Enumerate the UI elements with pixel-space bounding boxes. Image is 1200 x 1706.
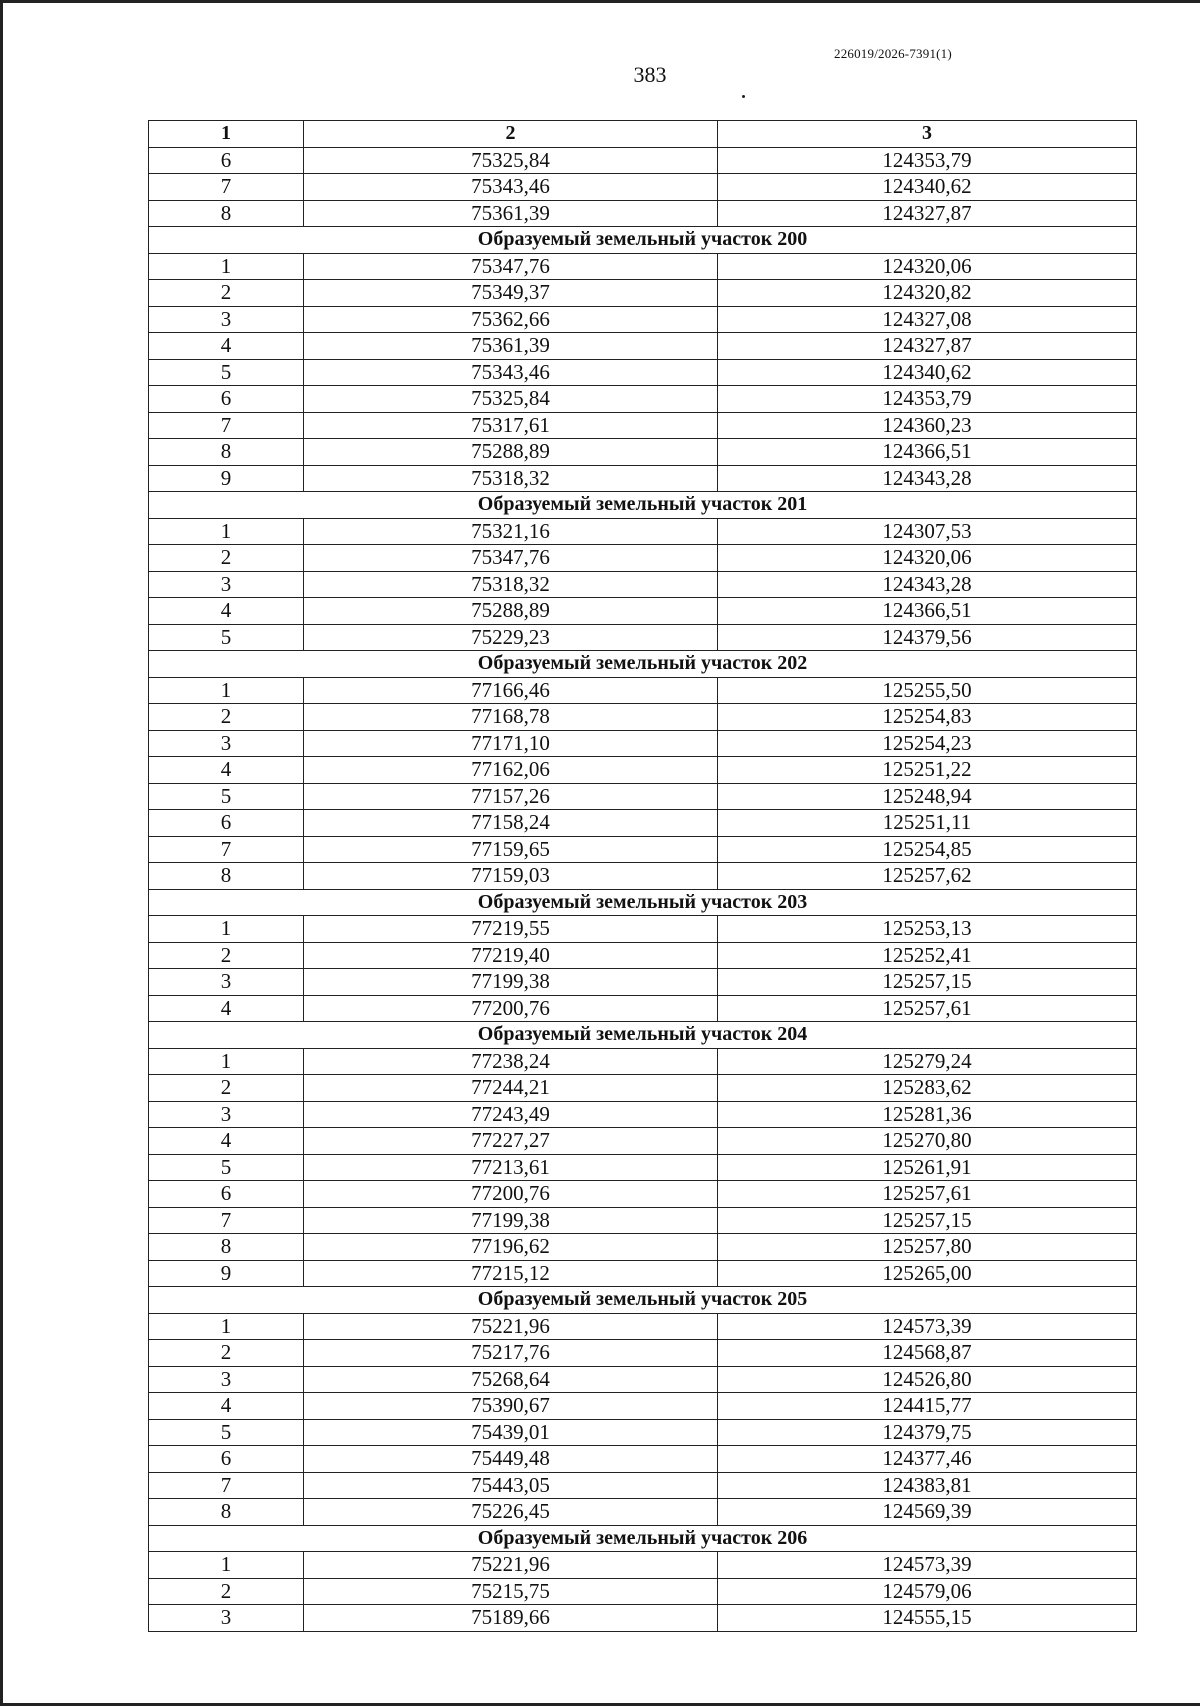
y-coordinate-cell: 125270,80 [718, 1128, 1137, 1155]
point-number-cell: 3 [149, 969, 304, 996]
y-coordinate-cell: 124415,77 [718, 1393, 1137, 1420]
y-coordinate-cell: 125281,36 [718, 1101, 1137, 1128]
y-coordinate-cell: 125261,91 [718, 1154, 1137, 1181]
point-number-cell: 5 [149, 1154, 304, 1181]
x-coordinate-cell: 75347,76 [304, 253, 718, 280]
table-row [149, 333, 1137, 360]
section-title: Образуемый земельный участок 203 [149, 889, 1137, 916]
table-row [149, 995, 1137, 1022]
section-title-row [149, 1287, 1137, 1314]
table-row [149, 1313, 1137, 1340]
point-number-cell: 2 [149, 704, 304, 731]
x-coordinate-cell: 75288,89 [304, 439, 718, 466]
x-coordinate-cell: 77159,03 [304, 863, 718, 890]
x-coordinate-cell: 77157,26 [304, 783, 718, 810]
table-row [149, 1366, 1137, 1393]
x-coordinate-cell: 75443,05 [304, 1472, 718, 1499]
point-number-cell: 6 [149, 386, 304, 413]
point-number-cell: 1 [149, 253, 304, 280]
x-coordinate-cell: 77244,21 [304, 1075, 718, 1102]
table-row [149, 810, 1137, 837]
point-number-cell: 2 [149, 545, 304, 572]
table-row [149, 1048, 1137, 1075]
point-number-cell: 5 [149, 1419, 304, 1446]
y-coordinate-cell: 124320,06 [718, 253, 1137, 280]
y-coordinate-cell: 124569,39 [718, 1499, 1137, 1526]
x-coordinate-cell: 75268,64 [304, 1366, 718, 1393]
point-number-cell: 7 [149, 1472, 304, 1499]
y-coordinate-cell: 125255,50 [718, 677, 1137, 704]
scan-speck [742, 95, 745, 98]
x-coordinate-cell: 77162,06 [304, 757, 718, 784]
point-number-cell: 3 [149, 306, 304, 333]
point-number-cell: 8 [149, 1499, 304, 1526]
x-coordinate-cell: 75343,46 [304, 359, 718, 386]
table-row [149, 1075, 1137, 1102]
y-coordinate-cell: 125257,61 [718, 995, 1137, 1022]
x-coordinate-cell: 77200,76 [304, 995, 718, 1022]
point-number-cell: 4 [149, 757, 304, 784]
x-coordinate-cell: 75215,75 [304, 1578, 718, 1605]
table-row [149, 280, 1137, 307]
x-coordinate-cell: 75317,61 [304, 412, 718, 439]
y-coordinate-cell: 125251,11 [718, 810, 1137, 837]
table-header-row [149, 121, 1137, 148]
section-title: Образуемый земельный участок 205 [149, 1287, 1137, 1314]
y-coordinate-cell: 124366,51 [718, 439, 1137, 466]
y-coordinate-cell: 125254,23 [718, 730, 1137, 757]
table-row [149, 359, 1137, 386]
point-number-cell: 4 [149, 995, 304, 1022]
table-row [149, 1578, 1137, 1605]
y-coordinate-cell: 125253,13 [718, 916, 1137, 943]
y-coordinate-cell: 124307,53 [718, 518, 1137, 545]
point-number-cell: 2 [149, 1075, 304, 1102]
y-coordinate-cell: 125254,85 [718, 836, 1137, 863]
y-coordinate-cell: 124379,75 [718, 1419, 1137, 1446]
x-coordinate-cell: 75449,48 [304, 1446, 718, 1473]
y-coordinate-cell: 125257,61 [718, 1181, 1137, 1208]
table-row [149, 677, 1137, 704]
point-number-cell: 5 [149, 624, 304, 651]
y-coordinate-cell: 124573,39 [718, 1552, 1137, 1579]
point-number-cell: 3 [149, 1605, 304, 1632]
section-title: Образуемый земельный участок 202 [149, 651, 1137, 678]
y-coordinate-cell: 124377,46 [718, 1446, 1137, 1473]
x-coordinate-cell: 75229,23 [304, 624, 718, 651]
section-title-row [149, 492, 1137, 519]
x-coordinate-cell: 77215,12 [304, 1260, 718, 1287]
point-number-cell: 3 [149, 730, 304, 757]
x-coordinate-cell: 75390,67 [304, 1393, 718, 1420]
table-row [149, 836, 1137, 863]
x-coordinate-cell: 77243,49 [304, 1101, 718, 1128]
point-number-cell: 7 [149, 412, 304, 439]
table-row [149, 1419, 1137, 1446]
x-coordinate-cell: 75221,96 [304, 1552, 718, 1579]
point-number-cell: 4 [149, 1393, 304, 1420]
table-row [149, 1260, 1137, 1287]
section-title: Образуемый земельный участок 200 [149, 227, 1137, 254]
x-coordinate-cell: 77159,65 [304, 836, 718, 863]
page-number: 383 [633, 62, 667, 87]
coordinates-table [148, 120, 1137, 1632]
table-row [149, 518, 1137, 545]
x-coordinate-cell: 75439,01 [304, 1419, 718, 1446]
table-row [149, 253, 1137, 280]
point-number-cell: 3 [149, 571, 304, 598]
table-row [149, 174, 1137, 201]
y-coordinate-cell: 125283,62 [718, 1075, 1137, 1102]
table-row [149, 1393, 1137, 1420]
table-row [149, 1605, 1137, 1632]
x-coordinate-cell: 77168,78 [304, 704, 718, 731]
point-number-cell: 3 [149, 1366, 304, 1393]
table-row [149, 1207, 1137, 1234]
y-coordinate-cell: 125251,22 [718, 757, 1137, 784]
point-number-cell: 4 [149, 333, 304, 360]
point-number-cell: 2 [149, 280, 304, 307]
x-coordinate-cell: 75347,76 [304, 545, 718, 572]
x-coordinate-cell: 77171,10 [304, 730, 718, 757]
column-header-x: 2 [304, 121, 718, 148]
point-number-cell: 6 [149, 810, 304, 837]
x-coordinate-cell: 75318,32 [304, 465, 718, 492]
table-row [149, 571, 1137, 598]
table-row [149, 465, 1137, 492]
point-number-cell: 4 [149, 1128, 304, 1155]
x-coordinate-cell: 77196,62 [304, 1234, 718, 1261]
point-number-cell: 6 [149, 1181, 304, 1208]
table-row [149, 386, 1137, 413]
y-coordinate-cell: 124555,15 [718, 1605, 1137, 1632]
point-number-cell: 6 [149, 147, 304, 174]
point-number-cell: 1 [149, 1552, 304, 1579]
y-coordinate-cell: 125252,41 [718, 942, 1137, 969]
x-coordinate-cell: 77166,46 [304, 677, 718, 704]
table-row [149, 969, 1137, 996]
y-coordinate-cell: 124379,56 [718, 624, 1137, 651]
y-coordinate-cell: 125265,00 [718, 1260, 1137, 1287]
section-title: Образуемый земельный участок 206 [149, 1525, 1137, 1552]
y-coordinate-cell: 124343,28 [718, 571, 1137, 598]
y-coordinate-cell: 124353,79 [718, 147, 1137, 174]
table-row [149, 1472, 1137, 1499]
point-number-cell: 9 [149, 1260, 304, 1287]
column-header-point: 1 [149, 121, 304, 148]
x-coordinate-cell: 77199,38 [304, 969, 718, 996]
point-number-cell: 2 [149, 1578, 304, 1605]
y-coordinate-cell: 124383,81 [718, 1472, 1137, 1499]
section-title-row [149, 1525, 1137, 1552]
y-coordinate-cell: 124327,08 [718, 306, 1137, 333]
table-row [149, 916, 1137, 943]
x-coordinate-cell: 75217,76 [304, 1340, 718, 1367]
x-coordinate-cell: 75189,66 [304, 1605, 718, 1632]
x-coordinate-cell: 75361,39 [304, 200, 718, 227]
table-row [149, 1340, 1137, 1367]
x-coordinate-cell: 75288,89 [304, 598, 718, 625]
x-coordinate-cell: 77227,27 [304, 1128, 718, 1155]
point-number-cell: 8 [149, 863, 304, 890]
y-coordinate-cell: 124320,82 [718, 280, 1137, 307]
point-number-cell: 8 [149, 1234, 304, 1261]
point-number-cell: 1 [149, 518, 304, 545]
point-number-cell: 1 [149, 677, 304, 704]
x-coordinate-cell: 77219,40 [304, 942, 718, 969]
x-coordinate-cell: 77199,38 [304, 1207, 718, 1234]
x-coordinate-cell: 75221,96 [304, 1313, 718, 1340]
table-row [149, 545, 1137, 572]
table-row [149, 1552, 1137, 1579]
y-coordinate-cell: 124327,87 [718, 200, 1137, 227]
point-number-cell: 7 [149, 836, 304, 863]
y-coordinate-cell: 124340,62 [718, 359, 1137, 386]
point-number-cell: 2 [149, 942, 304, 969]
table-row [149, 624, 1137, 651]
y-coordinate-cell: 124526,80 [718, 1366, 1137, 1393]
x-coordinate-cell: 75361,39 [304, 333, 718, 360]
table-row [149, 1499, 1137, 1526]
table-row [149, 1446, 1137, 1473]
table-row [149, 1128, 1137, 1155]
table-row [149, 1181, 1137, 1208]
y-coordinate-cell: 124568,87 [718, 1340, 1137, 1367]
column-header-y: 3 [718, 121, 1137, 148]
section-title: Образуемый земельный участок 201 [149, 492, 1137, 519]
x-coordinate-cell: 77158,24 [304, 810, 718, 837]
section-title: Образуемый земельный участок 204 [149, 1022, 1137, 1049]
point-number-cell: 5 [149, 359, 304, 386]
y-coordinate-cell: 124320,06 [718, 545, 1137, 572]
y-coordinate-cell: 124579,06 [718, 1578, 1137, 1605]
y-coordinate-cell: 124353,79 [718, 386, 1137, 413]
table-row [149, 942, 1137, 969]
table-row [149, 1154, 1137, 1181]
x-coordinate-cell: 75321,16 [304, 518, 718, 545]
x-coordinate-cell: 77219,55 [304, 916, 718, 943]
table-row [149, 200, 1137, 227]
x-coordinate-cell: 75343,46 [304, 174, 718, 201]
y-coordinate-cell: 125248,94 [718, 783, 1137, 810]
x-coordinate-cell: 75349,37 [304, 280, 718, 307]
table-row [149, 730, 1137, 757]
point-number-cell: 5 [149, 783, 304, 810]
x-coordinate-cell: 77213,61 [304, 1154, 718, 1181]
x-coordinate-cell: 75226,45 [304, 1499, 718, 1526]
y-coordinate-cell: 124360,23 [718, 412, 1137, 439]
y-coordinate-cell: 125257,15 [718, 1207, 1137, 1234]
point-number-cell: 8 [149, 200, 304, 227]
point-number-cell: 8 [149, 439, 304, 466]
table-row [149, 757, 1137, 784]
y-coordinate-cell: 124327,87 [718, 333, 1137, 360]
coordinates-table-body [149, 121, 1137, 1632]
table-row [149, 863, 1137, 890]
point-number-cell: 4 [149, 598, 304, 625]
section-title-row [149, 889, 1137, 916]
y-coordinate-cell: 125257,15 [718, 969, 1137, 996]
table-row [149, 1234, 1137, 1261]
point-number-cell: 9 [149, 465, 304, 492]
section-title-row [149, 1022, 1137, 1049]
y-coordinate-cell: 124366,51 [718, 598, 1137, 625]
table-row [149, 1101, 1137, 1128]
section-title-row [149, 227, 1137, 254]
table-row [149, 412, 1137, 439]
x-coordinate-cell: 75362,66 [304, 306, 718, 333]
y-coordinate-cell: 125257,80 [718, 1234, 1137, 1261]
y-coordinate-cell: 124343,28 [718, 465, 1137, 492]
table-row [149, 306, 1137, 333]
x-coordinate-cell: 75325,84 [304, 147, 718, 174]
y-coordinate-cell: 125257,62 [718, 863, 1137, 890]
table-row [149, 783, 1137, 810]
y-coordinate-cell: 125254,83 [718, 704, 1137, 731]
table-row [149, 147, 1137, 174]
x-coordinate-cell: 75318,32 [304, 571, 718, 598]
point-number-cell: 2 [149, 1340, 304, 1367]
point-number-cell: 3 [149, 1101, 304, 1128]
point-number-cell: 1 [149, 916, 304, 943]
table-row [149, 704, 1137, 731]
document-reference: 226019/2026-7391(1) [834, 46, 952, 61]
point-number-cell: 7 [149, 1207, 304, 1234]
point-number-cell: 1 [149, 1048, 304, 1075]
y-coordinate-cell: 125279,24 [718, 1048, 1137, 1075]
point-number-cell: 7 [149, 174, 304, 201]
table-row [149, 598, 1137, 625]
x-coordinate-cell: 77200,76 [304, 1181, 718, 1208]
point-number-cell: 6 [149, 1446, 304, 1473]
y-coordinate-cell: 124573,39 [718, 1313, 1137, 1340]
x-coordinate-cell: 77238,24 [304, 1048, 718, 1075]
section-title-row [149, 651, 1137, 678]
x-coordinate-cell: 75325,84 [304, 386, 718, 413]
y-coordinate-cell: 124340,62 [718, 174, 1137, 201]
table-row [149, 439, 1137, 466]
point-number-cell: 1 [149, 1313, 304, 1340]
